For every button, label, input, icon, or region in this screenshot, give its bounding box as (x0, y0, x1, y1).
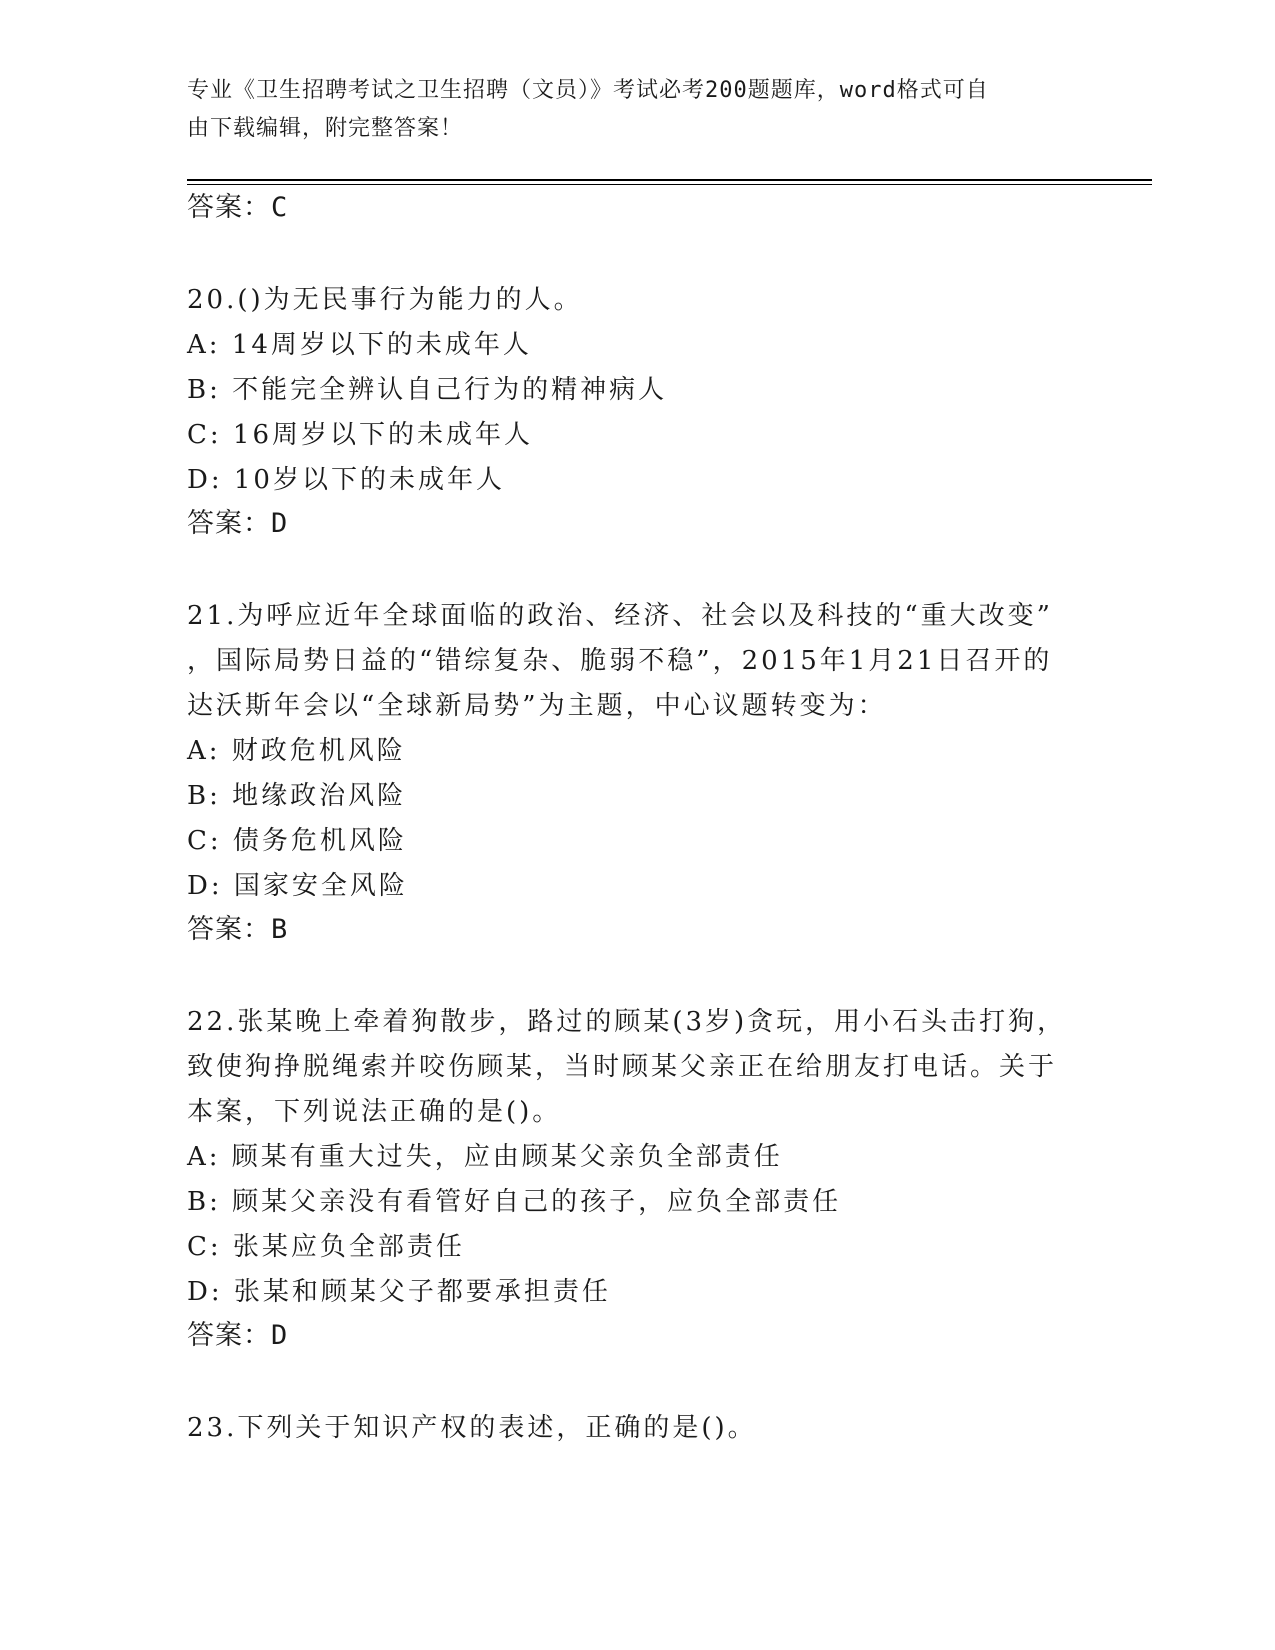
q21-option-b: B: 地缘政治风险 (187, 781, 407, 811)
answer-prev: 答案：C (187, 192, 289, 223)
q21-option-d: D: 国家安全风险 (187, 871, 408, 901)
header-line-1: 专业《卫生招聘考试之卫生招聘（文员）》考试必考200题题库，word格式可自 (187, 78, 989, 103)
document-header (187, 72, 1067, 148)
header-divider-thick (187, 179, 1152, 181)
q20-answer: 答案：D (187, 508, 289, 539)
q20-option-b: B: 不能完全辨认自己行为的精神病人 (187, 375, 668, 405)
q22-question-line-3: 本案，下列说法正确的是()。 (187, 1097, 562, 1127)
q22-question-line-2: 致使狗挣脱绳索并咬伤顾某，当时顾某父亲正在给朋友打电话。关于 (187, 1052, 1058, 1082)
q22-option-d: D: 张某和顾某父子都要承担责任 (187, 1277, 611, 1307)
header-divider-thin (187, 184, 1152, 185)
q23-question: 23.下列关于知识产权的表述，正确的是()。 (187, 1413, 757, 1443)
q21-question-line-2: ，国际局势日益的“错综复杂、脆弱不稳”，2015年1月21日召开的 (187, 646, 1053, 676)
q22-option-c: C: 张某应负全部责任 (187, 1232, 465, 1262)
q20-option-a: A: 14周岁以下的未成年人 (187, 330, 532, 360)
q22-question-line-1: 22.张某晚上牵着狗散步，路过的顾某(3岁)贪玩，用小石头击打狗， (187, 1007, 1067, 1037)
q22-answer: 答案：D (187, 1320, 289, 1351)
q21-option-c: C: 债务危机风险 (187, 826, 407, 856)
q20-option-d: D: 10岁以下的未成年人 (187, 465, 505, 495)
q20-option-c: C: 16周岁以下的未成年人 (187, 420, 534, 450)
header-line-2: 由下载编辑，附完整答案！ (187, 116, 464, 141)
q20-question: 20.()为无民事行为能力的人。 (187, 285, 583, 315)
q21-question-line-1: 21.为呼应近年全球面临的政治、经济、社会以及科技的“重大改变” (187, 601, 1053, 631)
q21-question-line-3: 达沃斯年会以“全球新局势”为主题，中心议题转变为： (187, 691, 887, 721)
q22-option-a: A: 顾某有重大过失，应由顾某父亲负全部责任 (187, 1142, 783, 1172)
q21-answer: 答案：B (187, 914, 289, 945)
q21-option-a: A: 财政危机风险 (187, 736, 406, 766)
q22-option-b: B: 顾某父亲没有看管好自己的孩子，应负全部责任 (187, 1187, 842, 1217)
